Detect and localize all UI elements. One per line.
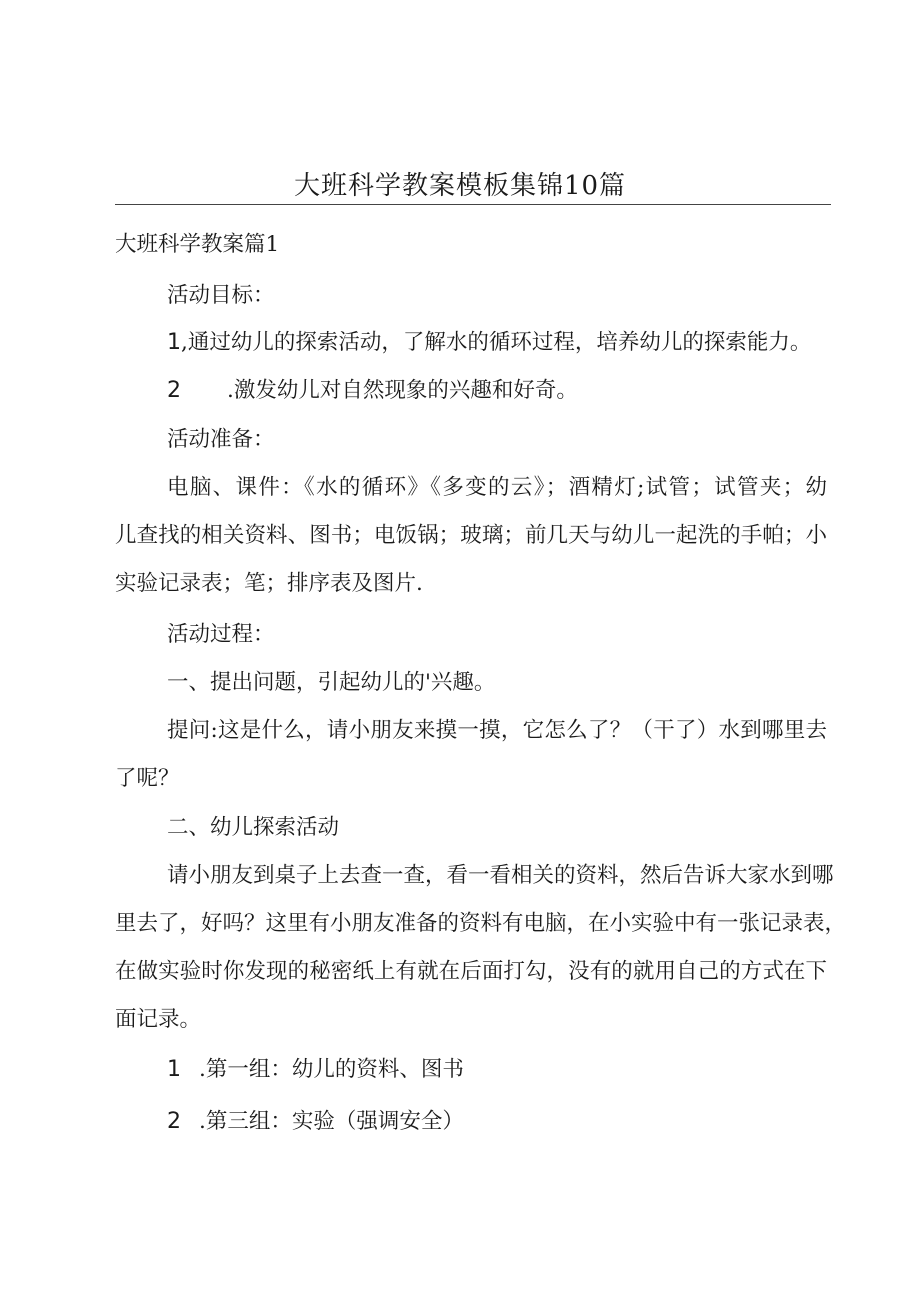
goals-label: 活动目标： [167, 283, 275, 308]
group-item-2-number: 2 [167, 1109, 181, 1134]
step-2-heading: 二、幼儿探索活动 [167, 815, 340, 840]
goal-item-2 [167, 376, 578, 406]
group-item-2 [167, 1107, 464, 1137]
group-item-1-text: .第一组：幼儿的资料、图书 [199, 1057, 464, 1082]
goal-item-1 [167, 328, 811, 358]
question-line-1: 提问:这是什么，请小朋友来摸一摸，它怎么了？（干了）水到哪里去 [167, 718, 827, 743]
step-1-heading: 一、提出问题，引起幼儿的'兴趣。 [167, 670, 496, 695]
goal-item-1-text: ,通过幼儿的探索活动，了解水的循环过程，培养幼儿的探索能力。 [181, 330, 812, 355]
section-heading: 大班科学教案篇1 [115, 232, 280, 257]
explore-line-3: 在做实验时你发现的秘密纸上有就在后面打勾，没有的就用自己的方式在下 [115, 959, 827, 984]
goal-item-2-text: .激发幼儿对自然现象的兴趣和好奇。 [227, 378, 578, 403]
group-item-1-number: 1 [167, 1057, 181, 1082]
title-underline [115, 204, 831, 205]
question-line-2: 了呢？ [115, 766, 180, 791]
explore-line-4: 面记录。 [115, 1007, 202, 1032]
explore-line-2: 里去了，好吗？这里有小朋友准备的资料有电脑，在小实验中有一张记录表， [115, 911, 847, 936]
goal-item-2-number: 2 [167, 378, 181, 403]
process-label: 活动过程： [167, 622, 275, 647]
prep-label: 活动准备： [167, 427, 275, 452]
group-item-1 [167, 1055, 464, 1085]
prep-paragraph-line-2: 儿查找的相关资料、图书；电饭锅；玻璃；前几天与幼儿一起洗的手帕；小 [115, 523, 827, 548]
prep-paragraph-line-1: 电脑、课件：《水的循环》《多变的云》；酒精灯;试管；试管夹；幼 [167, 475, 827, 500]
explore-line-1: 请小朋友到桌子上去查一查，看一看相关的资料，然后告诉大家水到哪 [167, 863, 834, 888]
prep-paragraph-line-3: 实验记录表；笔；排序表及图片. [115, 571, 423, 596]
group-item-2-text: .第三组：实验（强调安全） [199, 1109, 464, 1134]
document-title: 大班科学教案模板集锦10篇 [293, 171, 627, 201]
goal-item-1-number: 1 [167, 330, 181, 355]
